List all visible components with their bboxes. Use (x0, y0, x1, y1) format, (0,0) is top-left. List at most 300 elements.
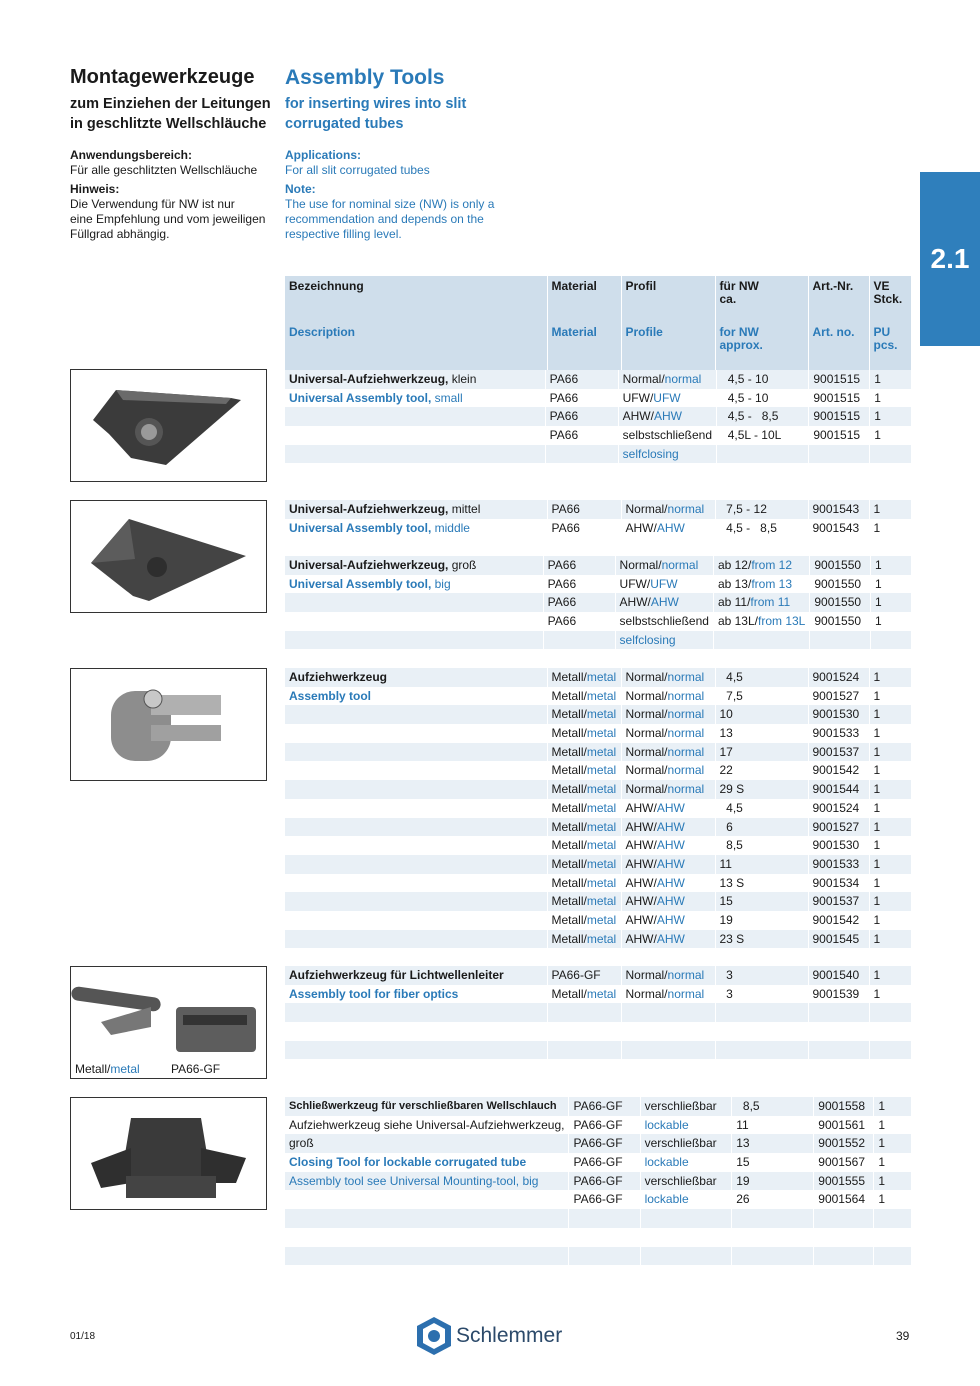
table-row (285, 780, 911, 799)
cell-text: AHW/ (625, 856, 657, 871)
cell-text: normal (667, 670, 705, 684)
cell-text: AHW/ (625, 819, 657, 834)
cell-nw (732, 1265, 814, 1284)
cell-description (285, 1097, 569, 1116)
cell-text: metal (586, 726, 617, 741)
cell-text: normal (667, 688, 705, 703)
cell-text: 1 (878, 1136, 885, 1151)
header-text: Art. no. (812, 325, 855, 339)
cell-text: 1 (873, 782, 881, 797)
cell-text: AHW/ (625, 912, 657, 927)
cell-text: Normal/ (625, 986, 668, 1001)
cell-profile (615, 575, 713, 594)
product-group-universal-middle (285, 500, 911, 537)
cell-text: 1 (873, 968, 881, 982)
product-group-universal-big (285, 556, 911, 649)
cell-text: 1 (873, 819, 881, 834)
cell-text: big (431, 576, 451, 591)
cell-description (285, 855, 547, 874)
cell-article-number (808, 818, 869, 837)
cell-profile (621, 1022, 715, 1041)
cell-text: verschließbar (644, 1136, 717, 1151)
cell-text: 9001537 (812, 744, 860, 759)
cell-text: ab 12/ (717, 558, 752, 572)
cell-profile (621, 874, 715, 893)
cell-description (285, 668, 547, 687)
cell-text: PA66 (549, 372, 579, 386)
table-row (285, 1209, 911, 1228)
cell-profile (640, 1265, 732, 1284)
cell-text: PA66 (547, 614, 577, 629)
cell-text: small (431, 390, 463, 405)
cell-nw (715, 500, 808, 519)
cell-nw (715, 892, 808, 911)
cell-nw (713, 593, 809, 612)
cell-description (285, 1190, 569, 1209)
cell-text: Metall/ (551, 894, 587, 909)
cell-text: 1 (878, 1117, 885, 1132)
cell-description (285, 463, 545, 482)
header-text: Description (289, 325, 356, 339)
cell-nw (732, 1209, 814, 1228)
cell-nw (732, 1097, 814, 1116)
cell-description (285, 1116, 569, 1135)
cell-description (285, 426, 545, 445)
cell-material (547, 743, 621, 762)
cell-nw (732, 1190, 814, 1209)
cell-profile (618, 426, 716, 445)
cell-description (285, 575, 543, 594)
cell-text: 1 (873, 763, 881, 778)
cell-text: AHW/ (625, 875, 657, 890)
info-en (285, 148, 525, 242)
cell-text: Universal-Aufziehwerkzeug, (289, 558, 449, 572)
cell-nw (715, 911, 808, 930)
info-de (70, 148, 280, 242)
cell-text: metal (586, 763, 617, 778)
cell-text: 4,5L - 10L (721, 428, 782, 443)
cell-text: PA66-GF (573, 1136, 623, 1151)
cell-material (547, 1003, 621, 1022)
table-row (285, 1190, 911, 1209)
cell-pu (869, 892, 911, 911)
cell-text: 9001539 (812, 986, 860, 1001)
cell-article-number (808, 761, 869, 780)
cell-text: Universal Assembly tool, (289, 576, 432, 591)
section-tab[interactable]: 2.1 (920, 172, 980, 346)
cell-text: 13 (719, 726, 733, 741)
cell-article-number (808, 874, 869, 893)
cell-description (285, 1041, 547, 1060)
cell-pu (870, 407, 911, 426)
cell-pu (874, 1247, 911, 1266)
cell-pu (869, 799, 911, 818)
cell-text: Assembly tool see Universal Mounting-tool, big (289, 1173, 539, 1188)
header-text: Profil (625, 279, 657, 293)
cell-text: Metall/ (551, 744, 587, 759)
cell-text: lockable (644, 1155, 689, 1170)
cell-text: 1 (873, 744, 881, 759)
cell-material (545, 426, 618, 445)
cell-text: metal (586, 819, 617, 834)
cell-description (285, 687, 547, 706)
cell-description (285, 1153, 569, 1172)
cell-text: 9001542 (812, 912, 860, 927)
cell-text: ab 11/ (717, 595, 751, 610)
cell-pu (871, 631, 911, 650)
cell-description (285, 780, 547, 799)
cell-text: AHW (650, 595, 679, 610)
table-row (285, 370, 911, 389)
header-text: for NW (719, 325, 759, 339)
table-row (285, 500, 911, 519)
cell-pu (869, 724, 911, 743)
cell-article-number (808, 1022, 869, 1041)
cell-text: PA66-GF (573, 1173, 623, 1188)
cell-pu (869, 780, 911, 799)
cell-article-number (810, 556, 871, 575)
cell-text: 1 (873, 856, 881, 871)
cell-material (547, 705, 621, 724)
cell-text: Aufziehwerkzeug siehe Universal-Aufziehwerkzeug, (289, 1117, 565, 1132)
cell-text: 1 (873, 502, 881, 516)
cell-text: PA66-GF (573, 1117, 623, 1132)
table-row (285, 1172, 911, 1191)
header-text: ca. (719, 292, 737, 306)
cell-profile (640, 1190, 732, 1209)
cell-article-number (808, 743, 869, 762)
cell-text: Normal/ (619, 558, 662, 572)
note-text-de-1: Die Verwendung für NW ist nur (70, 197, 235, 211)
cell-text: normal (667, 726, 705, 741)
header-text: PU (873, 325, 891, 339)
cell-text: 1 (873, 707, 881, 722)
cell-nw (715, 743, 808, 762)
cell-text: 9001564 (818, 1192, 865, 1207)
product-image-assembly-tool (70, 668, 267, 781)
product-image-universal-middle (70, 500, 267, 613)
table-row (285, 1041, 911, 1060)
cell-text: Normal/ (625, 763, 668, 778)
cell-profile (621, 892, 715, 911)
header-text: Stck. (873, 292, 903, 306)
cell-nw (717, 463, 809, 482)
product-image-fiber-optics (70, 966, 267, 1079)
cell-text: PA66 (549, 428, 579, 443)
cell-text: 9001533 (812, 726, 860, 741)
cell-text: AHW (656, 838, 685, 853)
cell-nw (713, 556, 809, 575)
table-row (285, 911, 911, 930)
cell-profile (640, 1247, 732, 1266)
cell-description (285, 761, 547, 780)
cell-profile (621, 724, 715, 743)
cell-profile (640, 1209, 732, 1228)
cell-profile (621, 500, 715, 519)
table-row (285, 631, 911, 650)
cell-material (569, 1209, 640, 1228)
cell-text: 1 (873, 726, 881, 741)
cell-text: AHW (656, 931, 685, 946)
note-text-en-2: recommendation and depends on the (285, 212, 484, 226)
cell-article-number (814, 1097, 874, 1116)
cell-text: normal (667, 707, 705, 722)
cell-text: 9001515 (813, 409, 861, 424)
cell-article-number (808, 668, 869, 687)
header-artno (808, 276, 869, 372)
cell-text: Metall/ (551, 670, 587, 684)
cell-pu (869, 836, 911, 855)
cell-material (547, 911, 621, 930)
cell-pu (869, 761, 911, 780)
cell-nw (717, 370, 809, 389)
cell-text: selfclosing (622, 446, 679, 461)
brand-logo[interactable] (416, 1316, 562, 1356)
cell-description (285, 743, 547, 762)
subtitle-de-line-1: zum Einziehen der Leitungen (70, 96, 271, 112)
table-row (285, 426, 911, 445)
cell-description (285, 1228, 569, 1247)
cell-material (545, 407, 618, 426)
cell-material (543, 593, 615, 612)
cell-text: 4,5 - 10 (721, 390, 769, 405)
cell-material (569, 1134, 640, 1153)
cell-text: Metall/ (551, 707, 587, 722)
cell-text: 9001527 (812, 819, 860, 834)
cell-description (285, 799, 547, 818)
table-row (285, 668, 911, 687)
cell-nw (732, 1116, 814, 1135)
cell-text: AHW/ (625, 520, 657, 535)
cell-text: 9001555 (818, 1173, 865, 1188)
header-pu (869, 276, 911, 372)
cell-article-number (808, 1003, 869, 1022)
cell-text: 1 (875, 595, 882, 610)
cell-text: 1 (875, 576, 882, 591)
cell-text: 3 (719, 968, 733, 982)
cell-text: groß (448, 558, 477, 572)
cell-text: 9001542 (812, 763, 860, 778)
cell-article-number (808, 1059, 869, 1078)
cell-text: normal (667, 986, 705, 1001)
cell-text: 1 (873, 688, 881, 703)
cell-text: Universal Assembly tool, (289, 390, 432, 405)
cell-text: Metall/ (551, 912, 587, 927)
table-row (285, 1247, 911, 1266)
cell-text: Aufziehwerkzeug für Lichtwellenleiter (289, 968, 504, 982)
cell-pu (871, 612, 911, 631)
cell-description (285, 1209, 569, 1228)
cell-material (547, 668, 621, 687)
table-row (285, 836, 911, 855)
cell-text: Metall/ (551, 763, 587, 778)
cell-text: 8,5 (719, 838, 743, 853)
cell-article-number (808, 1041, 869, 1060)
cell-text: Normal/ (625, 670, 668, 684)
cell-profile (621, 1059, 715, 1078)
cell-profile (621, 911, 715, 930)
cell-text: 1 (873, 875, 881, 890)
cell-profile (618, 463, 716, 482)
cell-nw (715, 1022, 808, 1041)
cell-text: Universal-Aufziehwerkzeug, (289, 502, 449, 516)
table-row (285, 575, 911, 594)
cell-material (547, 966, 621, 985)
product-group-universal-small (285, 370, 911, 482)
note-text-en-1: The use for nominal size (NW) is only a (285, 197, 495, 211)
note-text-de-3: Füllgrad abhängig. (70, 227, 170, 241)
cell-material (547, 519, 621, 538)
cell-text: metal (586, 670, 617, 684)
cell-text: 15 (719, 894, 733, 909)
cell-profile (621, 780, 715, 799)
applications-label-en: Applications: (285, 148, 362, 162)
cell-material (569, 1190, 640, 1209)
cell-nw (715, 1041, 808, 1060)
cell-nw (715, 930, 808, 949)
cell-text: 9001534 (812, 875, 860, 890)
table-row (285, 556, 911, 575)
cell-nw (715, 985, 808, 1004)
cell-text: 9001530 (812, 707, 860, 722)
cell-profile (621, 818, 715, 837)
cell-article-number (809, 370, 870, 389)
cell-pu (870, 426, 911, 445)
cell-text: 4,5 - 8,5 (721, 409, 779, 424)
cell-text: 9001524 (812, 670, 860, 684)
cell-article-number (808, 780, 869, 799)
cell-pu (874, 1209, 911, 1228)
cell-nw (717, 445, 809, 464)
cell-text: 9001550 (814, 558, 862, 572)
cell-text: PA66-GF (551, 968, 601, 982)
cell-text: 1 (873, 912, 881, 927)
cell-text: Normal/ (625, 744, 668, 759)
cell-description (285, 519, 547, 538)
cell-text: AHW (656, 875, 685, 890)
cell-text: 11 (719, 856, 732, 871)
cell-material (543, 556, 615, 575)
cell-description (285, 612, 543, 631)
cell-text: 1 (873, 520, 881, 535)
cell-article-number (814, 1116, 874, 1135)
cell-nw (715, 1059, 808, 1078)
note-label-en: Note: (285, 182, 316, 196)
header-text: approx. (719, 338, 763, 352)
table-row (285, 463, 911, 482)
cell-article-number (809, 407, 870, 426)
cell-material (569, 1265, 640, 1284)
cell-description (285, 966, 547, 985)
cell-pu (874, 1265, 911, 1284)
cell-text: Assembly tool for fiber optics (289, 986, 459, 1001)
cell-description (285, 593, 543, 612)
cell-nw (715, 1003, 808, 1022)
cell-profile (618, 389, 716, 408)
table-row (285, 612, 911, 631)
cell-profile (615, 612, 713, 631)
cell-text: Normal/ (625, 707, 668, 722)
cell-text: Metall/ (551, 856, 587, 871)
cell-article-number (814, 1172, 874, 1191)
cell-text: 9001550 (814, 595, 862, 610)
cell-profile (640, 1172, 732, 1191)
cell-text: 4,5 (719, 800, 743, 815)
cell-text: 22 (719, 763, 733, 778)
cell-material (547, 874, 621, 893)
cell-text: Metall/ (551, 688, 587, 703)
table-row (285, 724, 911, 743)
cell-profile (621, 761, 715, 780)
cell-pu (869, 1041, 911, 1060)
cell-nw (715, 818, 808, 837)
cell-pu (869, 500, 911, 519)
header-nw (715, 276, 808, 372)
cell-text: Metall/ (551, 986, 587, 1001)
cell-material (547, 892, 621, 911)
footer-date: 01/18 (70, 1331, 96, 1342)
cell-pu (869, 1059, 911, 1078)
table-row (285, 985, 911, 1004)
cell-article-number (814, 1134, 874, 1153)
cell-pu (874, 1172, 911, 1191)
cell-article-number (809, 445, 870, 464)
cell-text: metal (586, 744, 617, 759)
cell-article-number (814, 1209, 874, 1228)
table-row (285, 855, 911, 874)
cell-text: Metall/ (551, 838, 587, 853)
cell-text: lockable (644, 1192, 689, 1207)
cell-pu (869, 930, 911, 949)
cell-description (285, 874, 547, 893)
cell-text: 23 S (719, 931, 745, 946)
cell-article-number (814, 1265, 874, 1284)
cell-profile (640, 1116, 732, 1135)
cell-pu (869, 911, 911, 930)
cell-nw (715, 519, 808, 538)
cell-pu (869, 966, 911, 985)
table-row (285, 1153, 911, 1172)
subtitle-en-line-2: corrugated tubes (285, 116, 404, 132)
cell-nw (715, 780, 808, 799)
cell-text: 1 (875, 614, 882, 629)
cell-text: PA66-GF (573, 1155, 623, 1170)
cell-material (569, 1247, 640, 1266)
cell-text: 9001543 (812, 502, 860, 516)
cell-text: 1 (875, 558, 882, 572)
cell-article-number (814, 1247, 874, 1266)
cell-text: Schließwerkzeug für verschließbaren Wellschlauch (289, 1100, 557, 1112)
cell-description (285, 407, 545, 426)
cell-text: 10 (719, 707, 733, 722)
cell-text: Metall/ (551, 875, 587, 890)
cell-article-number (810, 575, 871, 594)
header-material (547, 276, 621, 372)
cell-pu (871, 556, 911, 575)
cell-text: Normal/ (622, 372, 665, 386)
cell-material (545, 370, 618, 389)
cell-text: AHW/ (625, 838, 657, 853)
cell-text: metal (586, 986, 617, 1001)
cell-description (285, 724, 547, 743)
cell-article-number (810, 631, 871, 650)
brand-name: Schlemmer (456, 1324, 563, 1347)
table-row (285, 892, 911, 911)
cell-description (285, 1265, 569, 1284)
cell-text: 9001552 (818, 1136, 865, 1151)
cell-text: AHW/ (625, 800, 657, 815)
cell-material (547, 1022, 621, 1041)
